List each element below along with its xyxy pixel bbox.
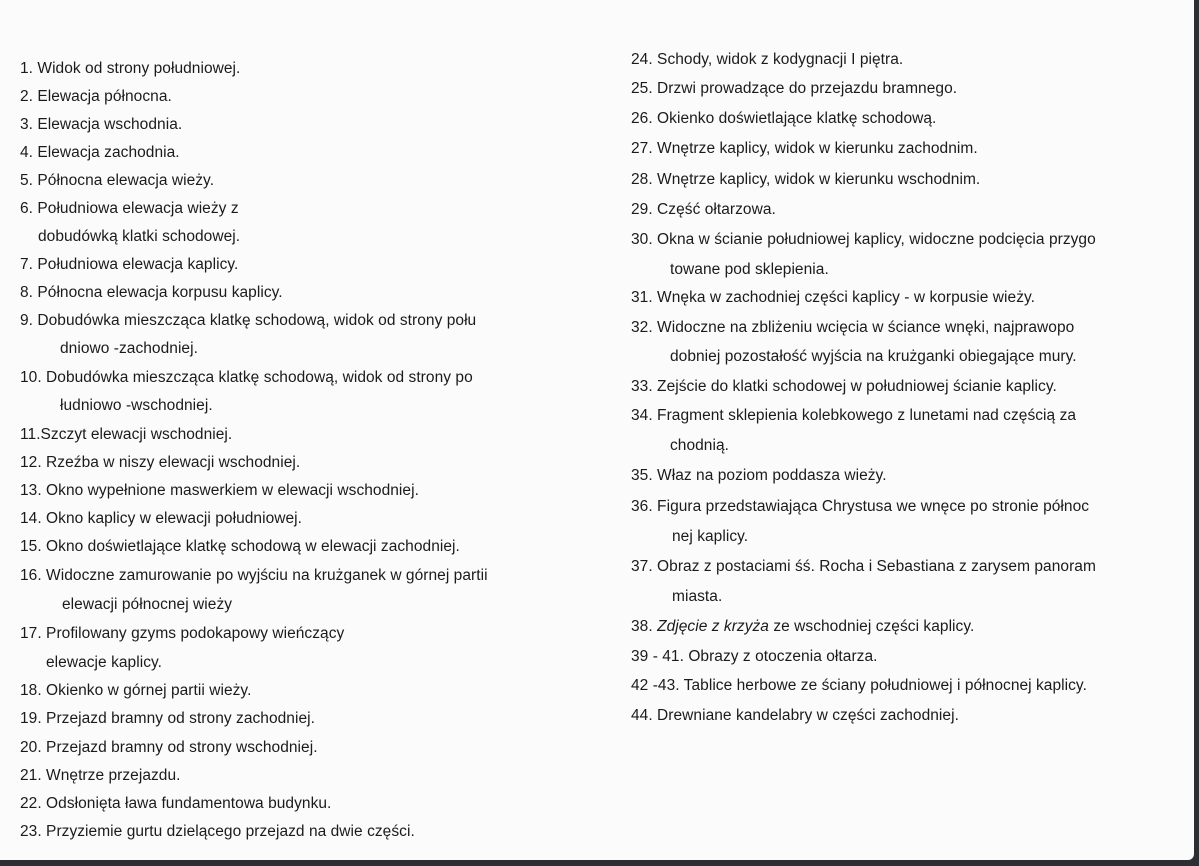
list-item: 30. Okna w ścianie południowej kaplicy, widoczne podcięcia przygo xyxy=(631,231,1096,248)
list-item-continuation: elewacje kaplicy. xyxy=(46,654,163,671)
list-item: 7. Południowa elewacja kaplicy. xyxy=(20,256,239,273)
list-item: 4. Elewacja zachodnia. xyxy=(20,144,180,161)
list-item-continuation: towane pod sklepienia. xyxy=(670,261,829,278)
list-item: 44. Drewniane kandelabry w części zachodniej. xyxy=(631,707,959,724)
list-item: 35. Właz na poziom poddasza wieży. xyxy=(631,467,887,484)
artwork-title: Zdjęcie z krzyża xyxy=(657,618,769,635)
list-item: 33. Zejście do klatki schodowej w południowej ścianie kaplicy. xyxy=(631,378,1057,395)
list-item: 42 -43. Tablice herbowe ze ściany południowej i północnej kaplicy. xyxy=(631,677,1087,694)
list-item: 31. Wnęka w zachodniej części kaplicy - w korpusie wieży. xyxy=(631,289,1035,306)
list-item: 5. Północna elewacja wieży. xyxy=(20,172,215,189)
background-edge xyxy=(1194,0,1199,866)
list-item: 17. Profilowany gzyms podokapowy wieńczący xyxy=(20,625,345,642)
item-text: ze wschodniej części kaplicy. xyxy=(768,618,975,635)
list-item: 12. Rzeźba w niszy elewacji wschodniej. xyxy=(20,454,301,471)
list-item: 16. Widoczne zamurowanie po wyjściu na krużganek w górnej partii xyxy=(20,567,488,584)
list-item: 2. Elewacja północna. xyxy=(20,88,172,105)
list-item: 22. Odsłonięta ława fundamentowa budynku. xyxy=(20,795,332,812)
list-item: 15. Okno doświetlające klatkę schodową w elewacji zachodniej. xyxy=(20,538,460,555)
list-item-continuation: miasta. xyxy=(672,588,723,605)
list-item-continuation: dobniej pozostałość wyjścia na krużganki obiegające mury. xyxy=(670,348,1077,365)
list-item-continuation: chodnią. xyxy=(670,437,730,454)
list-item: 8. Północna elewacja korpusu kaplicy. xyxy=(20,284,283,301)
list-item: 24. Schody, widok z kodygnacji I piętra. xyxy=(631,51,904,68)
list-item: 6. Południowa elewacja wieży z xyxy=(20,200,239,217)
list-item: 36. Figura przedstawiająca Chrystusa we wnęce po stronie północ xyxy=(631,498,1090,515)
list-item-continuation: łudniowo -wschodniej. xyxy=(60,397,213,414)
list-item-continuation: dniowo -zachodniej. xyxy=(60,340,198,357)
list-item: 1. Widok od strony południowej. xyxy=(20,60,241,77)
list-item: 34. Fragment sklepienia kolebkowego z lunetami nad częścią za xyxy=(631,407,1077,424)
list-item: 14. Okno kaplicy w elewacji południowej. xyxy=(20,510,303,527)
list-item: 11.Szczyt elewacji wschodniej. xyxy=(20,426,233,443)
list-item: 13. Okno wypełnione maswerkiem w elewacji wschodniej. xyxy=(20,482,419,499)
list-item-continuation: elewacji północnej wieży xyxy=(62,596,233,613)
list-item: 37. Obraz z postaciami śś. Rocha i Sebastiana z zarysem panoram xyxy=(631,558,1096,575)
list-item: 32. Widoczne na zbliżeniu wcięcia w ściance wnęki, najprawopo xyxy=(631,319,1075,336)
list-item xyxy=(631,618,974,636)
item-number: 38. xyxy=(631,618,653,635)
list-item: 19. Przejazd bramny od strony zachodniej. xyxy=(20,710,315,727)
list-item-continuation: dobudówką klatki schodowej. xyxy=(38,228,241,245)
list-item-continuation: nej kaplicy. xyxy=(672,528,749,545)
list-item: 25. Drzwi prowadzące do przejazdu bramnego. xyxy=(631,80,958,97)
list-item: 9. Dobudówka mieszcząca klatkę schodową, widok od strony połu xyxy=(20,312,477,329)
list-item: 21. Wnętrze przejazdu. xyxy=(20,767,181,784)
list-item: 29. Część ołtarzowa. xyxy=(631,201,776,218)
list-item: 20. Przejazd bramny od strony wschodniej. xyxy=(20,739,318,756)
list-item: 18. Okienko w górnej partii wieży. xyxy=(20,682,252,699)
list-item: 28. Wnętrze kaplicy, widok w kierunku wschodnim. xyxy=(631,171,981,188)
background-edge xyxy=(0,860,1199,866)
list-item: 26. Okienko doświetlające klatkę schodową. xyxy=(631,110,937,127)
list-item: 39 - 41. Obrazy z otoczenia ołtarza. xyxy=(631,648,878,665)
list-item: 27. Wnętrze kaplicy, widok w kierunku zachodnim. xyxy=(631,140,978,157)
list-item: 23. Przyziemie gurtu dzielącego przejazd na dwie części. xyxy=(20,823,415,840)
list-item: 10. Dobudówka mieszcząca klatkę schodową, widok od strony po xyxy=(20,369,473,386)
list-item: 3. Elewacja wschodnia. xyxy=(20,116,183,133)
